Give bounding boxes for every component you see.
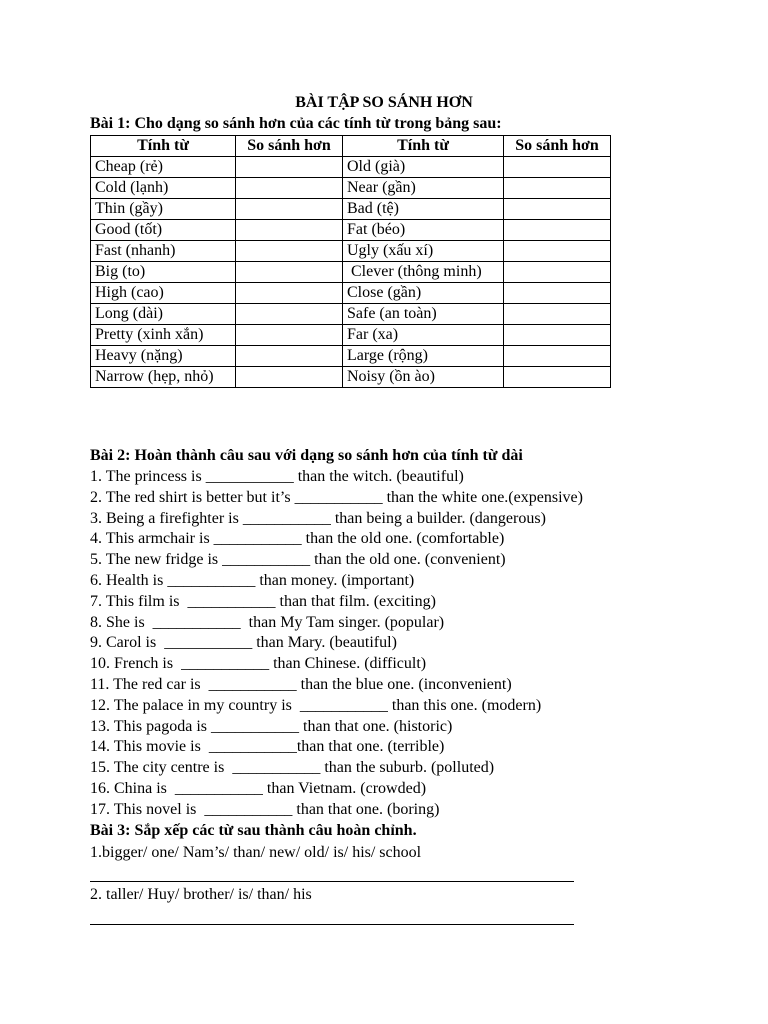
column-header: Tính từ <box>343 136 504 157</box>
answer-line <box>90 881 574 882</box>
answer-cell <box>504 325 611 346</box>
table-row <box>91 346 611 367</box>
adjective-cell: Safe (an toàn) <box>343 304 504 325</box>
adjective-cell: Good (tốt) <box>91 220 236 241</box>
adjective-cell: Cheap (rẻ) <box>91 157 236 178</box>
answer-cell <box>504 367 611 388</box>
answer-cell <box>236 241 343 262</box>
answer-cell <box>504 157 611 178</box>
exercise-1-heading: Bài 1: Cho dạng so sánh hơn của các tính từ trong bảng sau: <box>90 115 502 132</box>
adjective-cell: Clever (thông minh) <box>343 262 504 283</box>
answer-cell <box>236 262 343 283</box>
exercise-2-sentence: 12. The palace in my country is ___________ than this one. (modern) <box>90 696 542 714</box>
column-header: Tính từ <box>91 136 236 157</box>
table-row <box>91 178 611 199</box>
answer-cell <box>236 220 343 241</box>
exercise-2-sentence: 11. The red car is ___________ than the blue one. (inconvenient) <box>90 676 512 693</box>
answer-cell <box>504 262 611 283</box>
answer-cell <box>236 325 343 346</box>
answer-cell <box>236 157 343 178</box>
table-row <box>91 304 611 325</box>
exercise-3-item: 1.bigger/ one/ Nam’s/ than/ new/ old/ is/ his/ school <box>90 844 422 861</box>
answer-cell <box>504 304 611 325</box>
exercise-2-sentence: 4. This armchair is ___________ than the old one. (comfortable) <box>90 530 505 548</box>
adjective-cell: Ugly (xấu xí) <box>343 241 504 262</box>
table-row <box>91 241 611 262</box>
exercise-2-sentence: 5. The new fridge is ___________ than the old one. (convenient) <box>90 551 506 569</box>
answer-cell <box>504 346 611 367</box>
exercise-2-sentence: 16. China is ___________ than Vietnam. (crowded) <box>90 780 427 797</box>
answer-line <box>90 924 574 925</box>
adjective-cell: Noisy (ồn ào) <box>343 367 504 388</box>
exercise-2-sentence: 13. This pagoda is ___________ than that one. (historic) <box>90 717 453 735</box>
page-title: BÀI TẬP SO SÁNH HƠN <box>295 94 473 111</box>
answer-cell <box>236 283 343 304</box>
adjective-cell: Large (rộng) <box>343 346 504 367</box>
adjective-cell: Thin (gầy) <box>91 199 236 220</box>
adjective-cell: Far (xa) <box>343 325 504 346</box>
table-row <box>91 283 611 304</box>
exercise-2-sentence: 8. She is ___________ than My Tam singer. (popular) <box>90 613 445 631</box>
exercise-2-sentence: 9. Carol is ___________ than Mary. (beautiful) <box>90 634 397 652</box>
exercise-2-sentence: 2. The red shirt is better but it’s ___________ than the white one.(expensive) <box>90 488 583 506</box>
answer-cell <box>236 367 343 388</box>
adjective-cell: Near (gần) <box>343 178 504 199</box>
column-header: So sánh hơn <box>504 136 611 157</box>
answer-cell <box>236 304 343 325</box>
table-row <box>91 157 611 178</box>
adjective-cell: Fast (nhanh) <box>91 241 236 262</box>
exercise-2-sentence: 3. Being a firefighter is ___________ than being a builder. (dangerous) <box>90 509 546 527</box>
answer-cell <box>504 241 611 262</box>
adjective-cell: Close (gần) <box>343 283 504 304</box>
exercise-2-sentence: 17. This novel is ___________ than that one. (boring) <box>90 800 440 818</box>
table-row <box>91 220 611 241</box>
answer-cell <box>504 178 611 199</box>
table-row <box>91 262 611 283</box>
table-row <box>91 199 611 220</box>
adjective-cell: Heavy (nặng) <box>91 346 236 367</box>
exercise-2-sentence: 7. This film is ___________ than that film. (exciting) <box>90 592 436 610</box>
answer-cell <box>504 199 611 220</box>
adjective-cell: Cold (lạnh) <box>91 178 236 199</box>
answer-cell <box>504 220 611 241</box>
adjective-cell: Old (già) <box>343 157 504 178</box>
exercise-3-heading: Bài 3: Sắp xếp các từ sau thành câu hoàn chỉnh. <box>90 822 417 839</box>
adjective-table <box>90 135 611 388</box>
adjective-cell: Bad (tệ) <box>343 199 504 220</box>
exercise-2-sentence: 10. French is ___________ than Chinese. (difficult) <box>90 655 427 673</box>
adjective-cell: High (cao) <box>91 283 236 304</box>
exercise-2-sentence: 14. This movie is ___________than that one. (terrible) <box>90 738 445 756</box>
exercise-2-sentence: 1. The princess is ___________ than the witch. (beautiful) <box>90 468 464 485</box>
adjective-cell: Big (to) <box>91 262 236 283</box>
answer-cell <box>236 346 343 367</box>
table-header-row <box>91 136 611 157</box>
exercise-3-item: 2. taller/ Huy/ brother/ is/ than/ his <box>90 886 312 903</box>
exercise-2-heading: Bài 2: Hoàn thành câu sau với dạng so sánh hơn của tính từ dài <box>90 447 523 464</box>
exercise-2-sentence: 6. Health is ___________ than money. (important) <box>90 572 415 589</box>
answer-cell <box>504 283 611 304</box>
answer-cell <box>236 178 343 199</box>
exercise-2-sentence: 15. The city centre is ___________ than the suburb. (polluted) <box>90 759 495 777</box>
adjective-cell: Long (dài) <box>91 304 236 325</box>
table-row <box>91 367 611 388</box>
column-header: So sánh hơn <box>236 136 343 157</box>
table-row <box>91 325 611 346</box>
answer-cell <box>236 199 343 220</box>
adjective-cell: Narrow (hẹp, nhỏ) <box>91 367 236 388</box>
adjective-cell: Fat (béo) <box>343 220 504 241</box>
adjective-cell: Pretty (xinh xắn) <box>91 325 236 346</box>
